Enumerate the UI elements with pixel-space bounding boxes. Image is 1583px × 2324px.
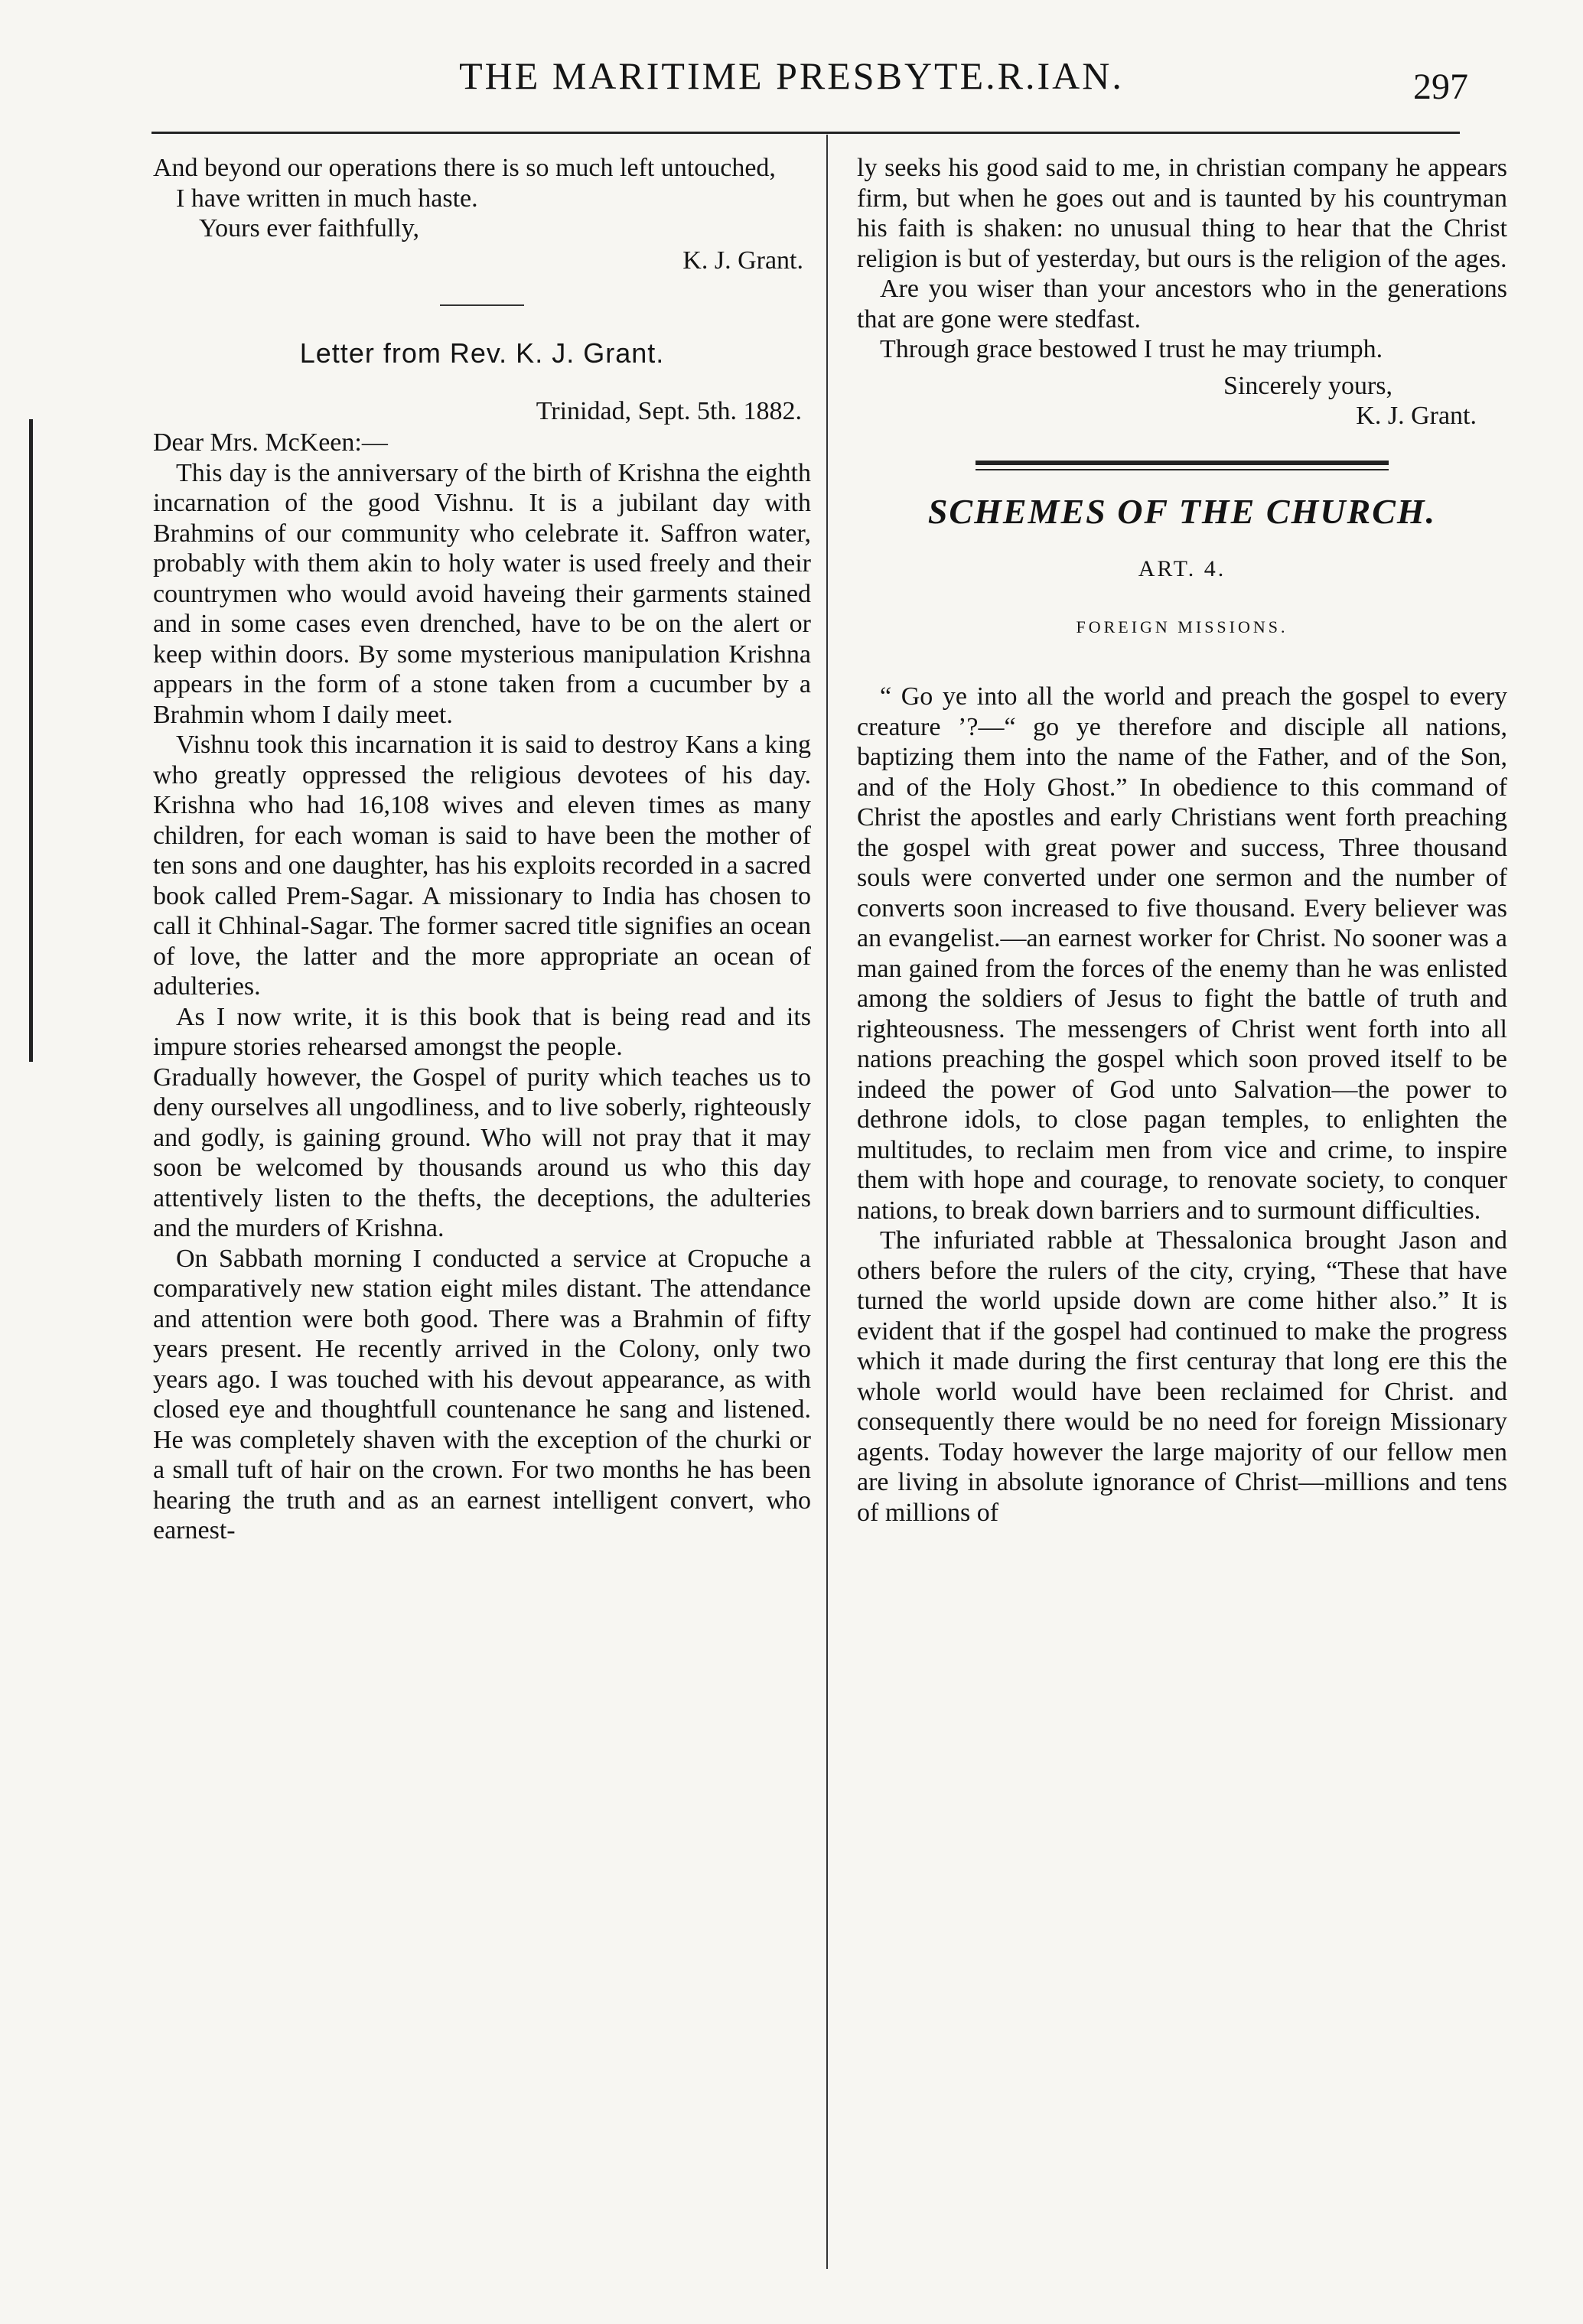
- paragraph: “ Go ye into all the world and preach the gospel to every creature ’?—“ go ye therefore and disciple all nations, baptizing them into the name of the Father, and of the Son, and of the Holy Ghost.” In obedience to this command of Christ the apostles and early Christians went forth preaching the gospel with great power and success, Three thousand souls were converted under one sermon and the number of converts soon increased to five thousand. Every believer was an evangelist.—an earnest worker for Christ. No sooner was a man gained from the forces of the enemy than he was enlisted among the soldiers of Jesus to fight the battle of truth and righteousness. The messengers of Christ went forth into all nations preaching the gospel which soon proved itself to be indeed the power of God unto Salvation—the power to dethrone idols, to close pagan temples, to enlighten the multitudes, to reclaim men from vice and crime, to inspire them with hope and courage, to renovate society, to conquer nations, to break down barriers and to surmount difficulties.: [857, 682, 1507, 1225]
- signature-kj-grant-1: K. J. Grant.: [682, 246, 803, 275]
- section-rule: [976, 461, 1389, 470]
- paragraph: On Sabbath morning I conducted a service at Cropuche a comparatively new station eight miles distant. The attendance and attention were both good. There was a Brahmin of fifty years present. He recently arrived in the Colony, only two years ago. I was touched with his devout appearance, as with closed eye and thoughtfull countenance he sang and listened. He was completely shaven with the exception of the churki or a small tuft of hair on the crown. For two months he has been hearing the truth and as an earnest intelligent convert, who earnest-: [153, 1244, 811, 1544]
- section-heading: SCHEMES OF THE CHURCH.: [927, 491, 1437, 531]
- column-divider: [826, 135, 828, 2269]
- paragraph: Are you wiser than your ancestors who in the generations that are gone were stedfast.: [857, 275, 1507, 334]
- letter-heading: Letter from Rev. K. J. Grant.: [299, 337, 665, 369]
- page-number: 297: [1413, 67, 1468, 107]
- right-column: [857, 153, 1507, 1528]
- paragraph: The infuriated rabble at Thessalonica brought Jason and others before the rulers of the city, crying, “These that have turned the world upside down are come hither also.” It is evident that if the gospel had continued to make the progress which it made during the first centuray that long ere this the whole world would have been reclaimed for Christ. and consequently there would be no need for foreign Missionary agents. Today however the large majority of our fellow men are living in absolute ignorance of Christ—millions and tens of millions of: [857, 1226, 1507, 1527]
- signature-kj-grant-2: K. J. Grant.: [1356, 402, 1477, 430]
- paragraph: Gradually however, the Gospel of purity which teaches us to deny ourselves all ungodliness, and to live soberly, righteously and godly, is gaining ground. Who will not pray that it may soon be welcomed by thousands around us who this day attentively listen to the thefts, the deceptions, the adulteries and the murders of Krishna.: [153, 1063, 811, 1242]
- paragraph: As I now write, it is this book that is being read and its impure stories rehearsed amongst the people.: [153, 1002, 811, 1061]
- header-rule: [151, 132, 1460, 134]
- paragraph: Through grace bestowed I trust he may triumph.: [880, 335, 1383, 363]
- letter-continuation: ly seeks his good said to me, in christian company he appears firm, but when he goes out and is taunted by his countryman his faith is shaken: no unusual thing to hear that the Christ religion is but of yesterday, but ours is the religion of the ages.: [857, 154, 1507, 273]
- salutation: Dear Mrs. McKeen:—: [153, 428, 388, 457]
- sub-heading: FOREIGN MISSIONS.: [1076, 617, 1288, 636]
- paragraph: This day is the anniversary of the birth of Krishna the eighth incarnation of the good Vishnu. It is a jubilant day with Brahmins of our community who celebrate it. Saffron water, probably with them akin to holy water is used freely and their countrymen who would avoid haveing their garments stained and in some cases even drenched, have to be on the alert or keep within doors. By some mysterious manipulation Krishna appears in the form of a stone taken from a cucumber by a Brahmin whom I daily meet.: [153, 458, 811, 729]
- short-divider: [440, 304, 524, 306]
- article-label: ART. 4.: [1138, 556, 1226, 581]
- opening-line-1: And beyond our operations there is so much left untouched,: [153, 154, 776, 182]
- paragraph: Vishnu took this incarnation it is said to destroy Kans a king who greatly oppressed the religious devotees of his day. Krishna who had 16,108 wives and eleven times as many children, for each woman is said to have been the mother of ten sons and one daughter, has his exploits recorded in a sacred book called Prem-Sagar. A missionary to India has chosen to call it Chhinal-Sagar. The former sacred title signifies an ocean of love, the latter and the more appropriate an ocean of adulteries.: [153, 731, 811, 1001]
- margin-mark: [29, 419, 33, 1062]
- page-header-title: THE MARITIME PRESBYTE.R.IAN.: [459, 54, 1124, 97]
- signoff: Sincerely yours,: [1223, 371, 1392, 400]
- opening-line-2: I have written in much haste.: [176, 184, 478, 213]
- left-column: [153, 153, 811, 1546]
- dateline: Trinidad, Sept. 5th. 1882.: [536, 396, 802, 425]
- opening-line-3: Yours ever faithfully,: [199, 214, 420, 242]
